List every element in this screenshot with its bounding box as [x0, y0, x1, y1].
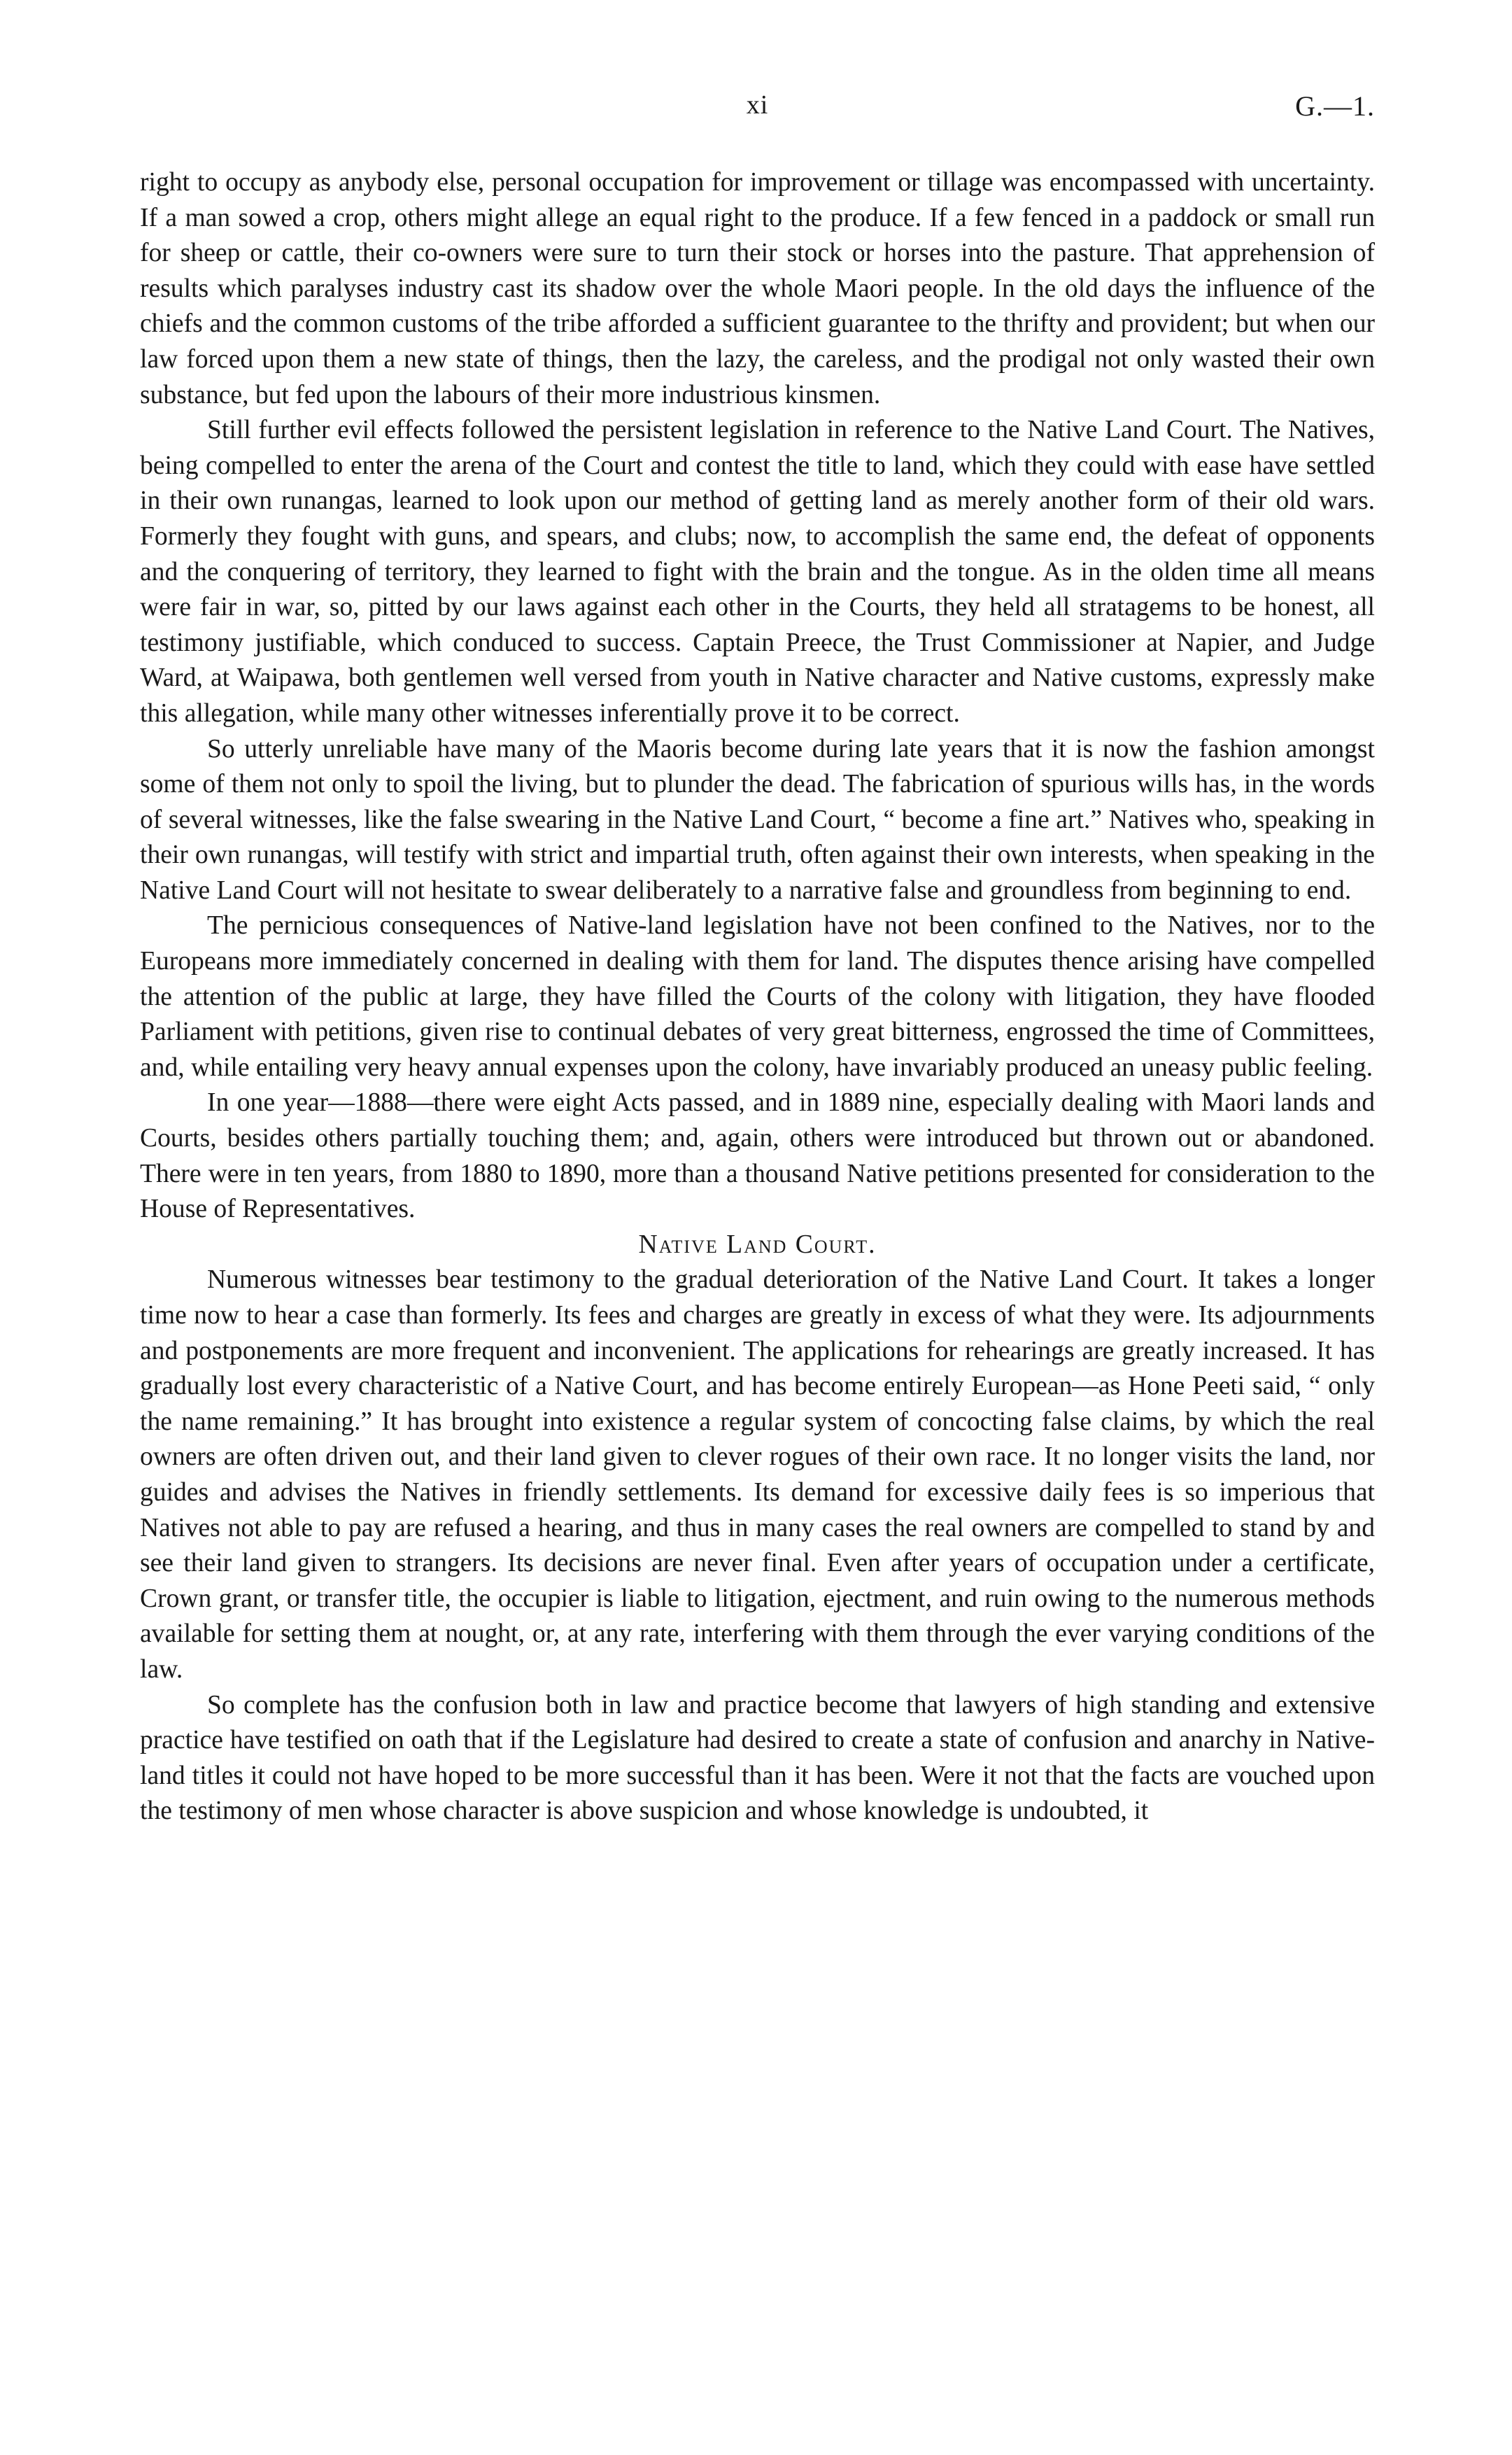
paragraph-spurious-wills: So utterly unreliable have many of the Maoris become during late years that it is now the fashion amongst some of them not only to spoil the living, but to plunder the dead. The fabrication of spurious wills has, in the words of several witnesses, like the false swearing in the Native Land Court, “ become a fine art.” Natives who, speaking in their own runangas, will testify with strict and impartial truth, often against their own interests, when speaking in the Native Land Court will not hesitate to swear deliberately to a narrative false and groundless from beginning to end.	[140, 734, 1375, 905]
paragraph-continued: right to occupy as anybody else, personal occupation for improvement or tillage was encompassed with uncertainty. If a man sowed a crop, others might allege an equal right to the produce. If a few fenced in a paddock or small run for sheep or cattle, their co-owners were sure to turn their stock or horses into the pasture. That apprehension of results which paralyses industry cast its shadow over the whole Maori people. In the old days the influence of the chiefs and the common customs of the tribe afforded a sufficient guarantee to the thrifty and provident; but when our law forced upon them a new state of things, then the lazy, the careless, and the prodigal not only wasted their own substance, but fed upon the labours of their more industrious kinsmen.	[140, 168, 1375, 409]
page-header	[140, 90, 1375, 132]
section-heading: Native Land Court.	[638, 1230, 877, 1259]
paragraph-pernicious-consequences: The pernicious consequences of Native-land legislation have not been confined to the Natives, nor to the Europeans more immediately concerned in dealing with them for land. The disputes thence arising have compelled the attention of the public at large, they have filled the Courts of the colony with litigation, they have flooded Parliament with petitions, given rise to continual debates of very great bitterness, engrossed the time of Committees, and, while entailing very heavy annual expenses upon the colony, have invariably produced an uneasy public feeling.	[140, 911, 1375, 1082]
body-text	[140, 165, 1375, 1829]
paragraph-land-court-legislation: Still further evil effects followed the persistent legislation in reference to the Native Land Court. The Natives, being compelled to enter the arena of the Court and contest the title to land, which they could with ease have settled in their own runangas, learned to look upon our method of getting land as merely another form of their old wars. Formerly they fought with guns, and spears, and clubs; now, to accomplish the same end, the defeat of opponents and the conquering of territory, they learned to fight with the brain and the tongue. As in the olden time all means were fair in war, so, pitted by our laws against each other in the Courts, they held all stratagems to be honest, all testimony justifiable, which conduced to success. Captain Preece, the Trust Commissioner at Napier, and Judge Ward, at Waipawa, both gentlemen well versed from youth in Native character and Native customs, expressly make this allegation, while many other witnesses inferentially prove it to be correct.	[140, 416, 1375, 728]
page-number: xi	[746, 90, 769, 120]
paragraph-court-deterioration: Numerous witnesses bear testimony to the gradual deterioration of the Native Land Court. It takes a longer time now to hear a case than formerly. Its fees and charges are greatly in excess of what they were. Its adjournments and postponements are more frequent and inconvenient. The applications for rehearings are greatly increased. It has gradually lost every characteristic of a Native Court, and has become entirely European—as Hone Peeti said, “ only the name remaining.” It has brought into existence a regular system of concocting false claims, by which the real owners are often driven out, and their land given to clever rogues of their own race. It no longer visits the land, nor guides and advises the Natives in friendly settlements. Its demand for excessive daily fees is so imperious that Natives not able to pay are refused a hearing, and thus in many cases the real owners are compelled to stand by and see their land given to strangers. Its decisions are never final. Even after years of occupation under a certificate, Crown grant, or transfer title, the occupier is liable to litigation, ejectment, and ruin owing to the numerous methods available for setting them at nought, or, at any rate, interfering with them through the ever varying conditions of the law.	[140, 1265, 1375, 1684]
paragraph-acts-and-petitions: In one year—1888—there were eight Acts passed, and in 1889 nine, especially dealing with Maori lands and Courts, besides others partially touching them; and, again, others were introduced but thrown out or abandoned. There were in ten years, from 1880 to 1890, more than a thousand Native petitions presented for consideration to the House of Representatives.	[140, 1088, 1375, 1224]
document-reference: G.—1.	[1295, 90, 1375, 122]
paragraph-confusion-law-practice: So complete has the confusion both in law and practice become that lawyers of high standing and extensive practice have testified on oath that if the Legislature had desired to create a state of confusion and anarchy in Native-land titles it could not have hoped to be more successful than it has been. Were it not that the facts are vouched upon the testimony of men whose character is above suspicion and whose knowledge is undoubted, it	[140, 1690, 1375, 1826]
